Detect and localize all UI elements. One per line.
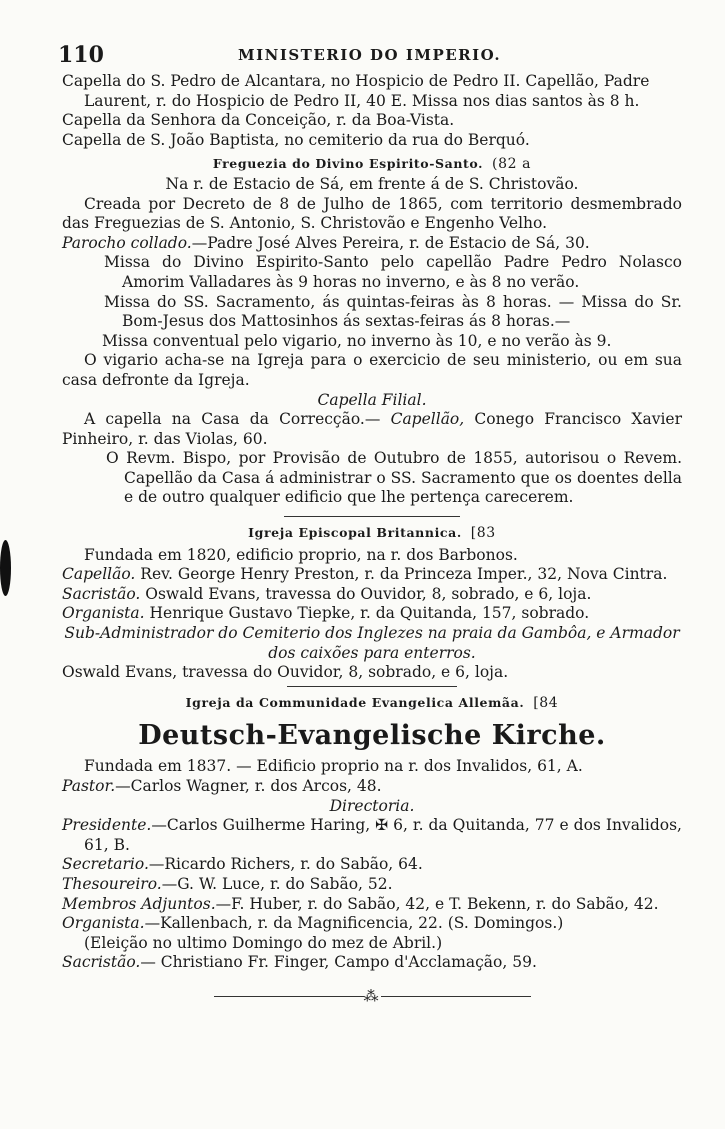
directoria-row xyxy=(62,816,682,855)
eleicao-note: (Eleição no ultimo Domingo do mez de Abril.) xyxy=(84,933,443,952)
capella-entry: Capella da Senhora da Conceição, r. da Boa-Vista. xyxy=(62,111,455,130)
directoria-row xyxy=(62,875,682,895)
pastor-text: —Carlos Wagner, r. dos Arcos, 48. xyxy=(115,777,382,795)
britannica-heading-num: [83 xyxy=(470,525,496,542)
freguezia-heading-text: Freguezia do Divino Espirito-Santo. xyxy=(212,156,484,172)
directoria-row-text: —Ricardo Richers, r. do Sabão, 64. xyxy=(148,855,423,874)
directoria-row-label: Presidente. xyxy=(62,816,152,835)
directoria-row-text: —G. W. Luce, r. do Sabão, 52. xyxy=(161,874,393,893)
directoria-heading: Directoria. xyxy=(329,796,415,815)
britannica-heading xyxy=(62,523,682,544)
pastor-entry xyxy=(62,777,682,797)
capella-entry: Capella do S. Pedro de Alcantara, no Hospicio de Pedro II. Capellão, Padre Laurent, r. do Hospicio de Pedro II, 40 E. Missa nos dias santos às 8 h. xyxy=(62,72,650,110)
freguezia-address: Na r. de Estacio de Sá, em frente á de S. Christovão. xyxy=(165,174,579,193)
parocho-text: —Padre José Alves Pereira, r. de Estacio de Sá, 30. xyxy=(191,233,590,252)
britannica-row xyxy=(62,585,682,605)
britannica-row-label: Sacristão. xyxy=(62,584,141,603)
sub-administrador-name: Oswald Evans, travessa do Ouvidor, 8, sobrado, e 6, loja. xyxy=(62,663,509,682)
ornament-divider xyxy=(62,987,682,1007)
britannica-row-label: Organista. xyxy=(62,604,145,623)
page-number: 110 xyxy=(58,42,104,68)
page-header xyxy=(58,42,688,68)
evangelica-heading xyxy=(62,693,682,714)
britannica-row-text: Oswald Evans, travessa do Ouvidor, 8, sobrado, e 6, loja. xyxy=(145,584,592,603)
evangelica-heading-text: Igreja da Communidade Evangelica Allemãa. xyxy=(185,694,525,710)
directoria-row-label: Organista. xyxy=(62,914,145,933)
revm-note: O Revm. Bispo, por Provisão de Outubro de 1855, autorisou o Revem. Capellão da Casa á administrar o SS. Sacramento que os doentes della e de outro qualquer edificio que lhe pertença carecerem. xyxy=(106,449,682,507)
capella-filial-a: A capella na Casa da Correcção.— xyxy=(84,410,381,429)
capella-filial-entry xyxy=(62,410,682,449)
page-content xyxy=(62,72,682,1007)
ornament-line xyxy=(381,996,531,997)
sacristao-entry xyxy=(62,953,682,973)
britannica-heading-text: Igreja Episcopal Britannica. xyxy=(248,525,462,541)
capella-filial-label: Capellão, xyxy=(390,410,465,429)
directoria-row xyxy=(62,914,682,934)
pastor-label: Pastor. xyxy=(62,777,116,795)
section-divider xyxy=(284,516,460,517)
parocho-label: Parocho collado. xyxy=(62,233,192,252)
directoria-row-label: Secretario. xyxy=(62,855,149,874)
directoria-row xyxy=(62,895,682,915)
britannica-row-text: Rev. George Henry Preston, r. da Princeza Imper., 32, Nova Cintra. xyxy=(140,565,668,584)
directoria-row-text: —F. Huber, r. do Sabão, 42, e T. Bekenn, r. do Sabão, 42. xyxy=(215,894,659,913)
sacristao-text: — Christiano Fr. Finger, Campo d'Acclamação, 59. xyxy=(140,953,537,972)
evangelica-fundada: Fundada em 1837. — Edificio proprio na r. dos Invalidos, 61, A. xyxy=(84,757,583,776)
britannica-row-label: Capellão. xyxy=(62,565,136,584)
directoria-row-label: Thesoureiro. xyxy=(62,874,162,893)
britannica-row xyxy=(62,604,682,624)
missa-entry: Missa conventual pelo vigario, no inverno às 10, e no verão às 9. xyxy=(102,331,612,350)
directoria-row xyxy=(62,855,682,875)
section-divider xyxy=(287,686,457,687)
britannica-row xyxy=(62,565,682,585)
capella-entry: Capella de S. João Baptista, no cemiterio da rua do Berquó. xyxy=(62,130,530,149)
britannica-row-text: Henrique Gustavo Tiepke, r. da Quitanda, 157, sobrado. xyxy=(149,604,590,623)
capella-filial-heading: Capella Filial. xyxy=(317,390,427,409)
ornament-line xyxy=(214,996,364,997)
sacristao-label: Sacristão. xyxy=(62,953,141,972)
directoria-row-label: Membros Adjuntos. xyxy=(62,894,216,913)
freguezia-heading xyxy=(62,154,682,175)
gothic-title: Deutsch-Evangelische Kirche. xyxy=(138,720,606,752)
directoria-row-text: —Carlos Guilherme Haring, ✠ 6, r. da Quitanda, 77 e dos Invalidos, 61, B. xyxy=(84,816,682,854)
freguezia-heading-num: (82 a xyxy=(492,156,532,173)
capella-filial-rest: Conego Francisco Xavier Pinheiro, r. das Violas, 60. xyxy=(62,410,682,448)
vigario-note: O vigario acha-se na Igreja para o exercicio de seu ministerio, ou em sua casa defronte da Igreja. xyxy=(62,351,682,389)
ornament-icon: ⁂ xyxy=(363,986,381,1005)
freguezia-creada: Creada por Decreto de 8 de Julho de 1865, com territorio desmembrado das Freguezias de S. Antonio, S. Christovão e Engenho Velho. xyxy=(62,194,682,233)
directoria-row-text: —Kallenbach, r. da Magnificencia, 22. (S. Domingos.) xyxy=(144,914,564,933)
britannica-fundada: Fundada em 1820, edificio proprio, na r. dos Barbonos. xyxy=(84,545,518,564)
running-head: MINISTERIO DO IMPERIO. xyxy=(238,46,502,64)
missa-entry: Missa do Divino Espirito-Santo pelo capellão Padre Pedro Nolasco Amorim Valladares às 9 horas no inverno, e às 8 no verão. xyxy=(104,253,682,291)
evangelica-heading-num: [84 xyxy=(533,694,559,711)
ink-blot xyxy=(0,540,11,596)
missa-entry: Missa do SS. Sacramento, ás quintas-feiras às 8 horas. — Missa do Sr. Bom-Jesus dos Mattosinhos ás sextas-feiras ás 8 horas.— xyxy=(104,292,682,331)
sub-administrador: Sub-Administrador do Cemiterio dos Inglezes na praia da Gambôa, e Armador dos caixões para enterros. xyxy=(64,624,680,662)
